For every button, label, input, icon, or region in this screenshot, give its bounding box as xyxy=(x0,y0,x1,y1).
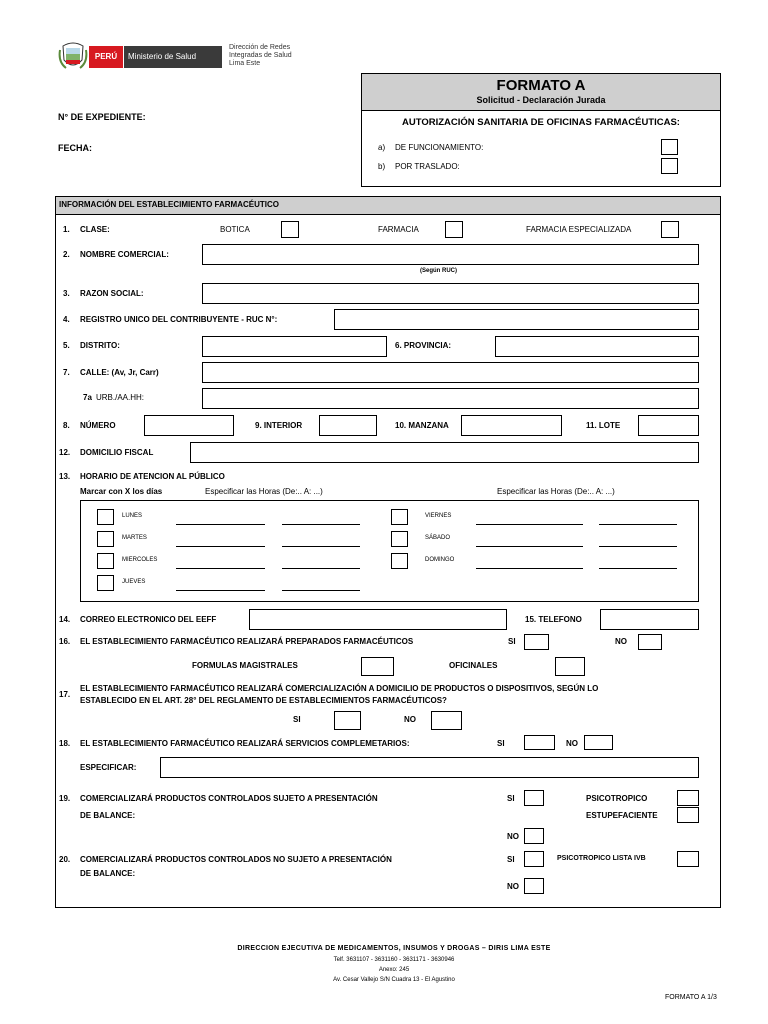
field-17-no: NO xyxy=(404,715,416,724)
field-13-hours-right: Especificar las Horas (De:.. A: ...) xyxy=(497,487,615,496)
miercoles-from-line[interactable] xyxy=(176,568,265,569)
oficinales-label: OFICINALES xyxy=(449,661,498,670)
day-viernes: VIERNES xyxy=(425,513,452,519)
field-16-si: SI xyxy=(508,637,516,646)
distrito-input[interactable] xyxy=(202,336,387,357)
domingo-checkbox[interactable] xyxy=(391,553,408,569)
day-lunes: LUNES xyxy=(122,513,143,519)
field-7-number: 7. xyxy=(63,368,70,377)
lunes-checkbox[interactable] xyxy=(97,509,114,525)
provincia-input[interactable] xyxy=(495,336,699,357)
correo-input[interactable] xyxy=(249,609,507,630)
field-7a-label: URB./AA.HH: xyxy=(96,393,145,402)
footer-line-1: DIRECCION EJECUTIVA DE MEDICAMENTOS, INSUMOS Y DROGAS – DIRIS LIMA ESTE xyxy=(237,945,551,952)
field-13-label: HORARIO DE ATENCION AL PÚBLICO xyxy=(80,472,225,481)
field-13-number: 13. xyxy=(59,472,71,481)
section-title: INFORMACIÓN DEL ESTABLECIMIENTO FARMACÉUTICO xyxy=(59,200,279,209)
field-3-number: 3. xyxy=(63,289,70,298)
field-18-si: SI xyxy=(497,739,505,748)
field-20-psicotropico: PSICOTROPICO LISTA IVB xyxy=(557,855,646,862)
logo-direction-2: Integradas de Salud xyxy=(229,52,292,59)
preparados-si-box[interactable] xyxy=(524,634,549,650)
field-16-number: 16. xyxy=(59,637,71,646)
estupefaciente-box[interactable] xyxy=(677,807,699,823)
viernes-from-line[interactable] xyxy=(476,524,583,525)
field-19-no: NO xyxy=(507,832,519,841)
field-2-note: (Según RUC) xyxy=(420,268,457,274)
servicios-no-box[interactable] xyxy=(584,735,613,750)
miercoles-checkbox[interactable] xyxy=(97,553,114,569)
sabado-to-line[interactable] xyxy=(599,546,677,547)
calle-input[interactable] xyxy=(202,362,699,383)
field-2-number: 2. xyxy=(63,250,70,259)
domicilio-fiscal-input[interactable] xyxy=(190,442,699,463)
no-sujeto-si-box[interactable] xyxy=(524,851,544,867)
lote-input[interactable] xyxy=(638,415,699,436)
day-jueves: JUEVES xyxy=(122,579,146,585)
field-8-label: NÚMERO xyxy=(80,421,116,430)
clase-farmacia-label: FARMACIA xyxy=(378,225,419,234)
field-12-label: DOMICILIO FISCAL xyxy=(80,448,154,457)
field-20-line1: COMERCIALIZARÁ PRODUCTOS CONTROLADOS NO SUJETO A PRESENTACIÓN xyxy=(80,855,392,864)
jueves-to-line[interactable] xyxy=(282,590,360,591)
field-7a-number: 7a xyxy=(83,393,92,402)
field-4-label: REGISTRO UNICO DEL CONTRIBUYENTE - RUC N°: xyxy=(80,315,278,324)
day-domingo: DOMINGO xyxy=(425,557,455,563)
field-17-line1: EL ESTABLECIMIENTO FARMACÉUTICO REALIZARÁ COMERCIALIZACIÓN A DOMICILIO DE PRODUCTOS O DISPOSITIVOS, SEGÚN LO xyxy=(80,684,599,693)
viernes-to-line[interactable] xyxy=(599,524,677,525)
logo-country: PERÚ xyxy=(89,46,123,68)
ministry-logo xyxy=(58,40,308,74)
field-17-number: 17. xyxy=(59,690,71,699)
footer-line-4: Av. Cesar Vallejo S/N Cuadra 13 - El Agustino xyxy=(333,977,455,983)
clase-botica-checkbox[interactable] xyxy=(281,221,299,238)
telefono-input[interactable] xyxy=(600,609,699,630)
especificar-label: ESPECIFICAR: xyxy=(80,763,137,772)
controlados-no-box[interactable] xyxy=(524,828,544,844)
form-title: FORMATO A xyxy=(496,77,586,94)
day-martes: MARTES xyxy=(122,535,147,541)
logo-direction-3: Lima Este xyxy=(229,60,261,67)
numero-input[interactable] xyxy=(144,415,234,436)
formulas-magistrales-box[interactable] xyxy=(361,657,394,676)
psicotropico-ivb-box[interactable] xyxy=(677,851,699,867)
lunes-to-line[interactable] xyxy=(282,524,360,525)
field-12-number: 12. xyxy=(59,448,71,457)
field-18-label: EL ESTABLECIMIENTO FARMACÉUTICO REALIZARÁ SERVICIOS COMPLEMETARIOS: xyxy=(80,739,410,748)
field-20-si: SI xyxy=(507,855,515,864)
field-13-hours-left: Especificar las Horas (De:.. A: ...) xyxy=(205,487,323,496)
funcionamiento-checkbox[interactable] xyxy=(661,139,678,155)
sabado-from-line[interactable] xyxy=(476,546,583,547)
domicilio-no-box[interactable] xyxy=(431,711,462,730)
traslado-checkbox[interactable] xyxy=(661,158,678,174)
manzana-input[interactable] xyxy=(461,415,562,436)
field-15-label: 15. TELEFONO xyxy=(525,615,582,624)
fecha-label: FECHA: xyxy=(58,143,92,153)
servicios-si-box[interactable] xyxy=(524,735,555,750)
clase-botica-label: BOTICA xyxy=(220,225,250,234)
urbanizacion-input[interactable] xyxy=(202,388,699,409)
miercoles-to-line[interactable] xyxy=(282,568,360,569)
field-19-line2: DE BALANCE: xyxy=(80,811,136,820)
day-sabado: SÁBADO xyxy=(425,535,451,541)
viernes-checkbox[interactable] xyxy=(391,509,408,525)
field-14-number: 14. xyxy=(59,615,71,624)
jueves-checkbox[interactable] xyxy=(97,575,114,591)
field-19-line1: COMERCIALIZARÁ PRODUCTOS CONTROLADOS SUJETO A PRESENTACIÓN xyxy=(80,794,378,803)
field-16-no: NO xyxy=(615,637,627,646)
field-9-label: 9. INTERIOR xyxy=(255,421,303,430)
option-b-letter: b) xyxy=(378,162,386,171)
field-17-si: SI xyxy=(293,715,301,724)
field-5-label: DISTRITO: xyxy=(80,341,120,350)
field-16-label: EL ESTABLECIMIENTO FARMACÉUTICO REALIZARÁ PREPARADOS FARMACÉUTICOS xyxy=(80,637,414,646)
field-11-label: 11. LOTE xyxy=(586,421,621,430)
field-8-number: 8. xyxy=(63,421,70,430)
auth-title: AUTORIZACIÓN SANITARIA DE OFICINAS FARMACÉUTICAS: xyxy=(402,117,680,128)
clase-especializada-label: FARMACIA ESPECIALIZADA xyxy=(526,225,632,234)
horario-box xyxy=(80,500,699,602)
field-14-label: CORREO ELECTRONICO DEL EEFF xyxy=(80,615,217,624)
field-18-no: NO xyxy=(566,739,578,748)
nombre-comercial-input[interactable] xyxy=(202,244,699,265)
lunes-from-line[interactable] xyxy=(176,524,265,525)
oficinales-box[interactable] xyxy=(555,657,585,676)
controlados-si-box[interactable] xyxy=(524,790,544,806)
preparados-no-box[interactable] xyxy=(638,634,662,650)
day-miercoles: MIERCOLES xyxy=(122,557,158,563)
domingo-from-line[interactable] xyxy=(476,568,583,569)
field-19-psicotropico: PSICOTROPICO xyxy=(586,794,648,803)
martes-checkbox[interactable] xyxy=(97,531,114,547)
field-20-number: 20. xyxy=(59,855,71,864)
clase-especializada-checkbox[interactable] xyxy=(661,221,679,238)
option-a-label: DE FUNCIONAMIENTO: xyxy=(395,143,484,152)
field-4-number: 4. xyxy=(63,315,70,324)
footer-line-2: Telf. 3631107 - 3631160 - 3631171 - 3630946 xyxy=(333,957,455,963)
field-19-si: SI xyxy=(507,794,515,803)
field-18-number: 18. xyxy=(59,739,71,748)
form-subtitle: Solicitud - Declaración Jurada xyxy=(476,95,606,105)
field-17-line2: ESTABLECIDO EN EL ART. 28° DEL REGLAMENTO DE ESTABLECIMIENTOS FARMACÉUTICOS? xyxy=(80,696,447,705)
option-a-letter: a) xyxy=(378,143,386,152)
coat-of-arms-icon xyxy=(58,40,88,74)
sabado-checkbox[interactable] xyxy=(391,531,408,547)
field-1-number: 1. xyxy=(63,225,70,234)
razon-social-input[interactable] xyxy=(202,283,699,304)
ruc-input[interactable] xyxy=(334,309,699,330)
logo-direction-1: Dirección de Redes xyxy=(229,44,291,51)
martes-to-line[interactable] xyxy=(282,546,360,547)
field-6-label: 6. PROVINCIA: xyxy=(395,341,452,350)
field-20-line2: DE BALANCE: xyxy=(80,869,136,878)
interior-input[interactable] xyxy=(319,415,377,436)
option-b-label: POR TRASLADO: xyxy=(395,162,460,171)
field-7-label: CALLE: (Av, Jr, Carr) xyxy=(80,368,159,377)
jueves-from-line[interactable] xyxy=(176,590,265,591)
field-13-mark: Marcar con X los días xyxy=(80,487,163,496)
field-19-number: 19. xyxy=(59,794,71,803)
domingo-to-line[interactable] xyxy=(599,568,677,569)
field-19-estupefaciente: ESTUPEFACIENTE xyxy=(586,811,658,820)
field-20-no: NO xyxy=(507,882,519,891)
domicilio-si-box[interactable] xyxy=(334,711,361,730)
footer-line-3: Anexo: 245 xyxy=(378,967,410,973)
footer-page: FORMATO A 1/3 xyxy=(665,994,717,1001)
field-1-label: CLASE: xyxy=(80,225,110,234)
especificar-input[interactable] xyxy=(160,757,699,778)
clase-farmacia-checkbox[interactable] xyxy=(445,221,463,238)
formulas-magistrales-label: FORMULAS MAGISTRALES xyxy=(192,661,298,670)
martes-from-line[interactable] xyxy=(176,546,265,547)
expediente-label: N° DE EXPEDIENTE: xyxy=(58,112,146,122)
field-10-label: 10. MANZANA xyxy=(395,421,449,430)
psicotropico-box[interactable] xyxy=(677,790,699,806)
field-5-number: 5. xyxy=(63,341,70,350)
logo-ministry: Ministerio de Salud xyxy=(124,46,222,68)
no-sujeto-no-box[interactable] xyxy=(524,878,544,894)
field-2-label: NOMBRE COMERCIAL: xyxy=(80,250,169,259)
field-3-label: RAZON SOCIAL: xyxy=(80,289,144,298)
